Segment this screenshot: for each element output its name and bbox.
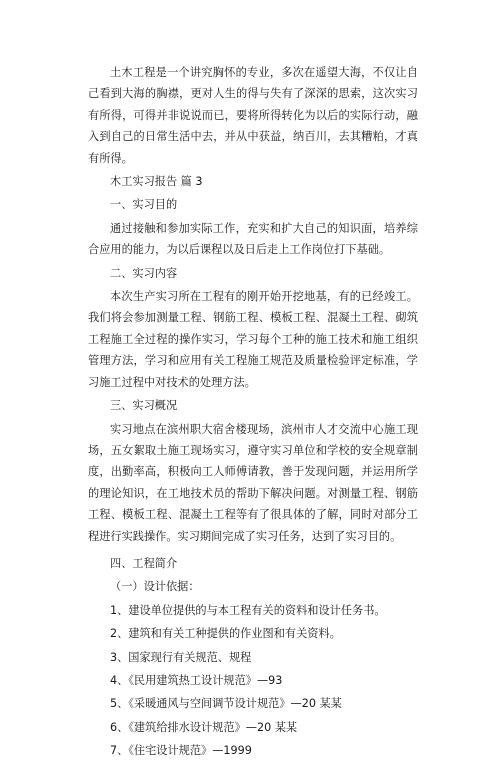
design-basis-heading: （一）设计依据： bbox=[110, 580, 200, 594]
design-item: 4、《民用建筑热工设计规范》—93 bbox=[110, 673, 283, 687]
section-heading-overview: 三、实习概况 bbox=[110, 399, 178, 413]
section-text-purpose: 通过接触和参加实际工作，充实和扩大自己的知识面，培养综合应用的能力，为以后课程以及日后走上工作岗位打下基础。 bbox=[88, 221, 418, 257]
design-item: 7、《住宅设计规范》—1999 bbox=[110, 744, 252, 758]
design-item: 2、建筑和有关工种提供的作业图和有关资料。 bbox=[110, 627, 341, 641]
design-item: 3、国家现行有关规范、规程 bbox=[110, 650, 252, 664]
section-text-content: 本次生产实习所在工程有的刚开始开挖地基，有的已经竣工。我们将会参加测量工程、钢筋工程、模板工程、混凝土工程、砌筑工程施工全过程的操作实习，学习每个工种的施工技术和施工组织管理方法，学习和应用有关工程施工规范及质量检验评定标准，学习施工过程中对技术的处理方法。 bbox=[88, 290, 418, 389]
section-heading-purpose: 一、实习目的 bbox=[110, 198, 178, 212]
section-heading-project: 四、工程简介 bbox=[110, 556, 178, 570]
section-heading-content: 二、实习内容 bbox=[110, 266, 178, 280]
design-item: 5、《采暖通风与空间调节设计规范》—20 某某 bbox=[110, 697, 342, 711]
design-item: 1、建设单位提供的与本工程有关的资料和设计任务书。 bbox=[110, 603, 386, 617]
report-title: 木工实习报告 篇 3 bbox=[110, 175, 203, 189]
intro-paragraph: 土木工程是一个讲究胸怀的专业，多次在遥望大海，不仅让自己看到大海的胸襟，更对人生的得与失有了深深的思索，这次实习有所得，可得并非说说而已，要将所得转化为以后的实际行动，融入到自己的日常生活中去，并从中获益，纳百川，去其糟粕，才真有所得。 bbox=[88, 66, 418, 165]
document-page bbox=[88, 62, 418, 762]
section-text-overview: 实习地点在滨州职大宿舍楼现场，滨州市人才交流中心施工现场，五女絮取土施工现场实习，遵守实习单位和学校的安全规章制度，出勤率高，积极向工人师傅请教，善于发现问题，并运用所学的理论知识，在工地技术员的帮助下解决问题。对测量工程、钢筋工程、模板工程、混凝土工程等有了很具体的了解，同时对部分工程进行实践操作。实习期间完成了实习任务，达到了实习目的。 bbox=[88, 422, 418, 543]
design-item: 6、《建筑给排水设计规范》—20 某某 bbox=[110, 720, 298, 734]
